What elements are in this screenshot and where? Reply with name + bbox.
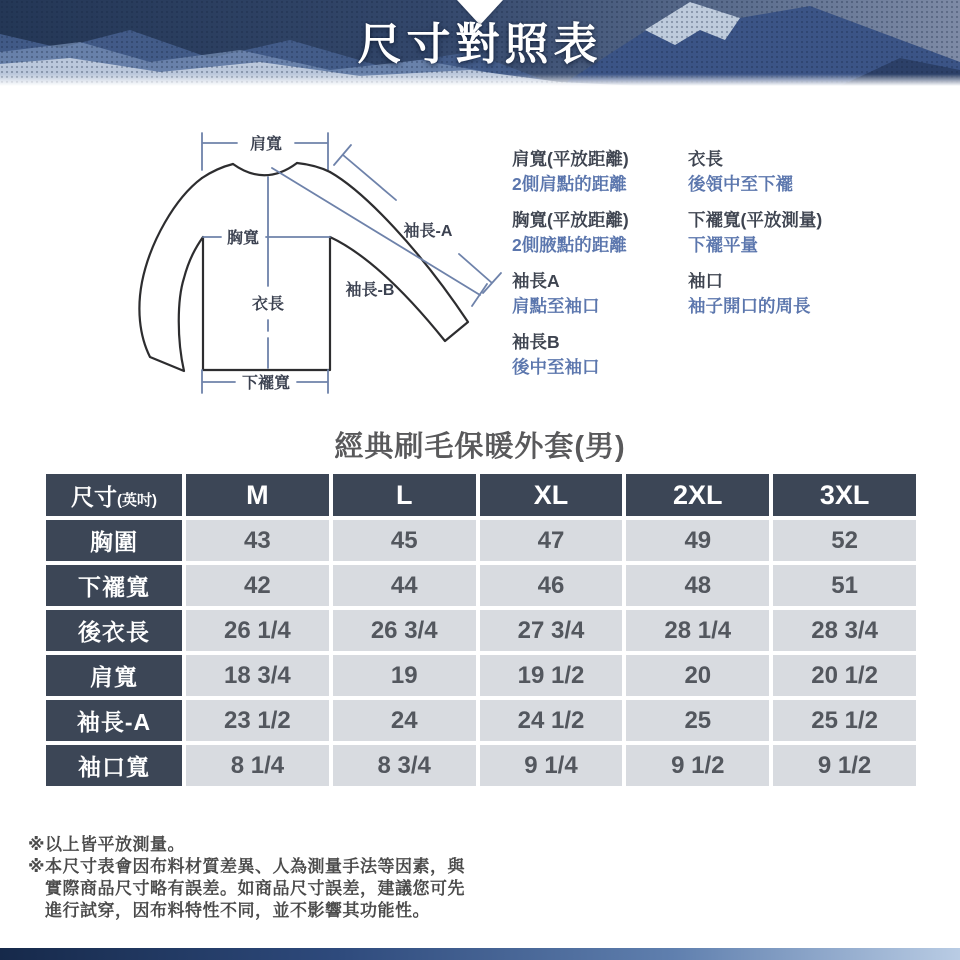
- legend-item: [512, 147, 692, 197]
- legend-desc: 後中至袖口: [512, 357, 600, 377]
- size-value: 26 1/4: [186, 610, 329, 651]
- note-line: ※本尺寸表會因布料材質差異、人為測量手法等因素，與: [28, 857, 466, 876]
- legend-column-right: [688, 147, 918, 330]
- legend-term: 衣長: [688, 149, 723, 169]
- size-value: 28 1/4: [626, 610, 769, 651]
- legend-desc: 袖子開口的周長: [688, 296, 811, 316]
- size-value: 46: [480, 565, 623, 606]
- legend-item: [688, 147, 918, 197]
- size-value: 20: [626, 655, 769, 696]
- size-value: 9 1/2: [626, 745, 769, 786]
- legend-desc: 2側腋點的距離: [512, 235, 627, 255]
- note-line: 進行試穿，因布料特性不同，並不影響其功能性。: [45, 901, 430, 920]
- size-value: 20 1/2: [773, 655, 916, 696]
- label-shoulder-width: 肩寬: [249, 136, 283, 153]
- size-col-header: 3XL: [773, 474, 916, 516]
- label-chest-width: 胸寬: [226, 230, 260, 247]
- size-value: 44: [333, 565, 476, 606]
- row-label: 胸圍: [46, 520, 182, 561]
- size-col-header: XL: [480, 474, 623, 516]
- size-value: 47: [480, 520, 623, 561]
- size-value: 9 1/2: [773, 745, 916, 786]
- legend-term: 袖長A: [512, 271, 560, 291]
- legend-item: [512, 330, 692, 380]
- size-col-header: 2XL: [626, 474, 769, 516]
- legend-term: 袖長B: [512, 332, 560, 352]
- legend-term: 肩寬(平放距離): [512, 149, 629, 169]
- label-sleeve-b: 袖長-B: [345, 282, 395, 299]
- table-header-row: [46, 474, 916, 516]
- size-value: 24 1/2: [480, 700, 623, 741]
- table-row: [46, 700, 916, 741]
- size-value: 28 3/4: [773, 610, 916, 651]
- size-col-header: M: [186, 474, 329, 516]
- legend-desc: 肩點至袖口: [512, 296, 600, 316]
- size-value: 8 3/4: [333, 745, 476, 786]
- row-label: 肩寬: [46, 655, 182, 696]
- row-label: 下襬寬: [46, 565, 182, 606]
- size-value: 19 1/2: [480, 655, 623, 696]
- size-value: 42: [186, 565, 329, 606]
- size-value: 51: [773, 565, 916, 606]
- legend-term: 胸寬(平放距離): [512, 210, 629, 230]
- label-hem-width: 下襬寬: [241, 375, 291, 392]
- legend-item: [512, 269, 692, 319]
- legend-item: [688, 208, 918, 258]
- size-value: 24: [333, 700, 476, 741]
- legend-item: [512, 208, 692, 258]
- size-value: 25 1/2: [773, 700, 916, 741]
- label-sleeve-a: 袖長-A: [403, 223, 453, 240]
- table-row: [46, 610, 916, 651]
- legend-column-left: [512, 147, 692, 391]
- size-value: 52: [773, 520, 916, 561]
- legend-term: 袖口: [688, 271, 723, 291]
- legend-term: 下襬寬(平放測量): [688, 210, 823, 230]
- table-row: [46, 655, 916, 696]
- table-row: [46, 745, 916, 786]
- size-col-header: L: [333, 474, 476, 516]
- size-value: 19: [333, 655, 476, 696]
- row-label: 袖長-A: [46, 700, 182, 741]
- legend-desc: 2側肩點的距離: [512, 174, 627, 194]
- legend-item: [688, 269, 918, 319]
- size-value: 45: [333, 520, 476, 561]
- note-line: 實際商品尺寸略有誤差。如商品尺寸誤差，建議您可先: [45, 879, 465, 898]
- size-value: 18 3/4: [186, 655, 329, 696]
- size-value: 43: [186, 520, 329, 561]
- unit-header-cell: [46, 474, 182, 516]
- size-value: 9 1/4: [480, 745, 623, 786]
- legend-desc: 下襬平量: [688, 235, 758, 255]
- size-value: 49: [626, 520, 769, 561]
- size-value: 27 3/4: [480, 610, 623, 651]
- size-value: 23 1/2: [186, 700, 329, 741]
- row-label: 袖口寬: [46, 745, 182, 786]
- page-title: 尺寸對照表: [357, 20, 603, 69]
- size-value: 26 3/4: [333, 610, 476, 651]
- unit-header-sub: (英吋): [117, 491, 157, 509]
- size-table: [42, 470, 920, 790]
- note-line: ※以上皆平放測量。: [28, 835, 186, 854]
- label-body-length: 衣長: [251, 296, 285, 313]
- table-row: [46, 520, 916, 561]
- bottom-accent-bar: [0, 948, 960, 960]
- footnotes: [28, 834, 465, 922]
- row-label: 後衣長: [46, 610, 182, 651]
- table-row: [46, 565, 916, 606]
- size-value: 25: [626, 700, 769, 741]
- legend-desc: 後領中至下襬: [688, 174, 793, 194]
- product-title: 經典刷毛保暖外套(男): [334, 431, 626, 463]
- unit-header-main: 尺寸: [71, 483, 117, 510]
- size-value: 8 1/4: [186, 745, 329, 786]
- size-value: 48: [626, 565, 769, 606]
